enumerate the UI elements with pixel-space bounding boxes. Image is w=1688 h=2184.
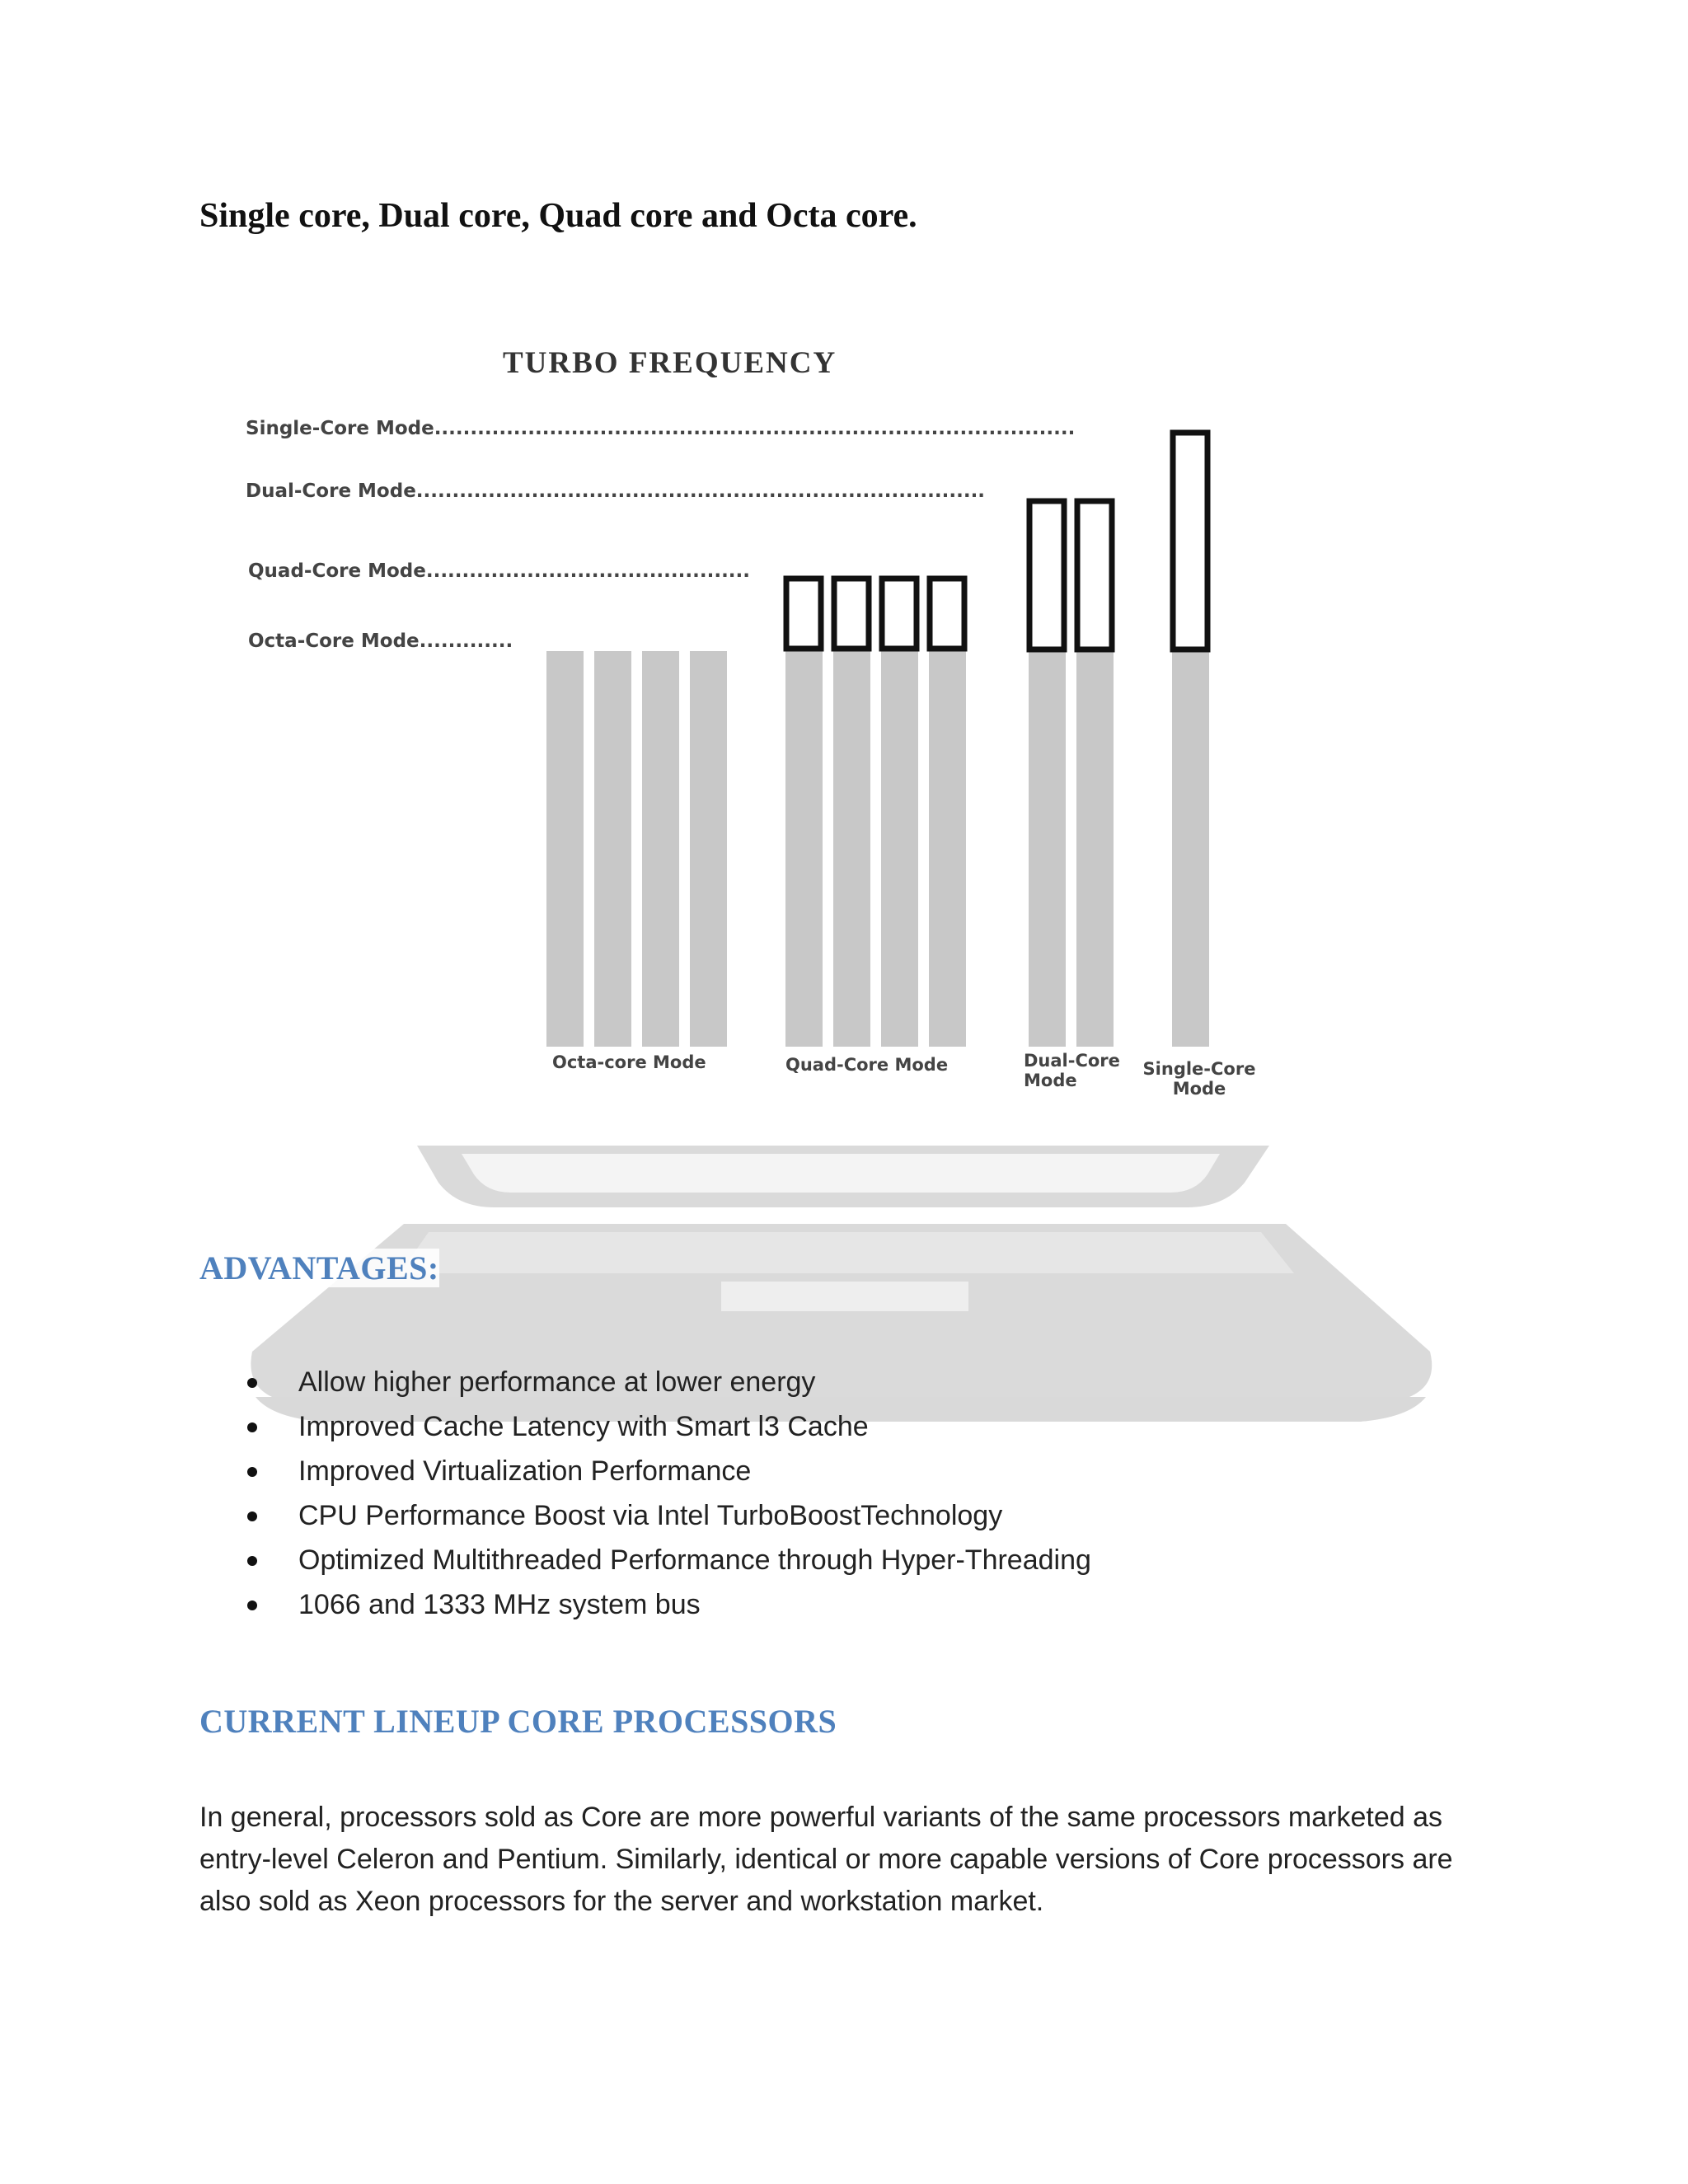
list-item-text: Allow higher performance at lower energy	[298, 1366, 816, 1398]
bullet-icon	[247, 1378, 257, 1388]
list-item	[199, 1404, 1091, 1449]
octa-bar	[642, 651, 679, 1047]
laptop-touchpad	[721, 1282, 968, 1311]
list-item-text: Improved Virtualization Performance	[298, 1455, 752, 1487]
quad-bar	[833, 651, 870, 1047]
octa-bar	[594, 651, 631, 1047]
single-core-mode-label: Single-Core Mode.........................................................................................	[246, 418, 1076, 439]
quad-bar	[929, 651, 966, 1047]
dual-core-mode-label: Dual-Core Mode...............................................................................	[246, 480, 986, 502]
dual-bar	[1029, 651, 1066, 1047]
laptop-keyboard-area	[400, 1232, 1294, 1273]
list-item-text: Improved Cache Latency with Smart l3 Cache	[298, 1411, 869, 1442]
list-item-text: 1066 and 1333 MHz system bus	[298, 1589, 701, 1620]
bullet-icon	[247, 1601, 257, 1610]
single-group-label: Single-Core Mode	[1142, 1059, 1256, 1099]
laptop-hinge-inner	[462, 1154, 1220, 1193]
list-item	[199, 1449, 1091, 1493]
dual-core-bars	[1029, 501, 1114, 1047]
page-heading: Single core, Dual core, Quad core and Octa core.	[199, 197, 917, 235]
quad-bar	[881, 651, 918, 1047]
lineup-paragraph: In general, processors sold as Core are more powerful variants of the same processors marketed as entry-level Celeron and Pentium. Similarly, identical or more capable versions of Core processors are also sold as Xeon processors for the server and workstation market.	[199, 1802, 1453, 1917]
single-bar	[1172, 651, 1209, 1047]
single-turbo-box	[1173, 433, 1207, 649]
bullet-icon	[247, 1422, 257, 1432]
single-core-bars	[1172, 433, 1209, 1047]
lineup-title: CURRENT LINEUP CORE PROCESSORS	[199, 1703, 837, 1740]
quad-core-mode-label: Quad-Core Mode.............................................	[248, 560, 751, 582]
quad-bar	[785, 651, 823, 1047]
figure-title: TURBO FREQUENCY	[503, 346, 837, 380]
advantages-title: ADVANTAGES:	[199, 1249, 439, 1286]
list-item	[199, 1360, 1091, 1404]
octa-core-bars	[546, 651, 727, 1047]
quad-turbo-box	[834, 579, 869, 649]
list-item	[199, 1582, 1091, 1627]
list-item-text: CPU Performance Boost via Intel TurboBoostTechnology	[298, 1500, 1003, 1531]
list-item-text: Optimized Multithreaded Performance through Hyper-Threading	[298, 1544, 1091, 1576]
list-item	[199, 1538, 1091, 1582]
bullet-icon	[247, 1467, 257, 1477]
bullet-icon	[247, 1556, 257, 1566]
quad-group-label: Quad-Core Mode	[785, 1055, 949, 1075]
octa-core-mode-label: Octa-Core Mode.............	[248, 630, 513, 652]
quad-core-bars	[785, 579, 966, 1047]
list-item	[199, 1493, 1091, 1538]
octa-bar	[690, 651, 727, 1047]
advantages-list	[199, 1360, 1091, 1627]
dual-turbo-box	[1077, 501, 1112, 649]
dual-group-label: Dual-Core Mode	[1024, 1051, 1120, 1090]
quad-turbo-box	[786, 579, 821, 649]
dual-bar	[1076, 651, 1114, 1047]
dual-turbo-box	[1029, 501, 1064, 649]
quad-turbo-box	[930, 579, 964, 649]
bullet-icon	[247, 1511, 257, 1521]
quad-turbo-box	[882, 579, 917, 649]
octa-bar	[546, 651, 584, 1047]
octa-group-label: Octa-core Mode	[552, 1052, 706, 1072]
